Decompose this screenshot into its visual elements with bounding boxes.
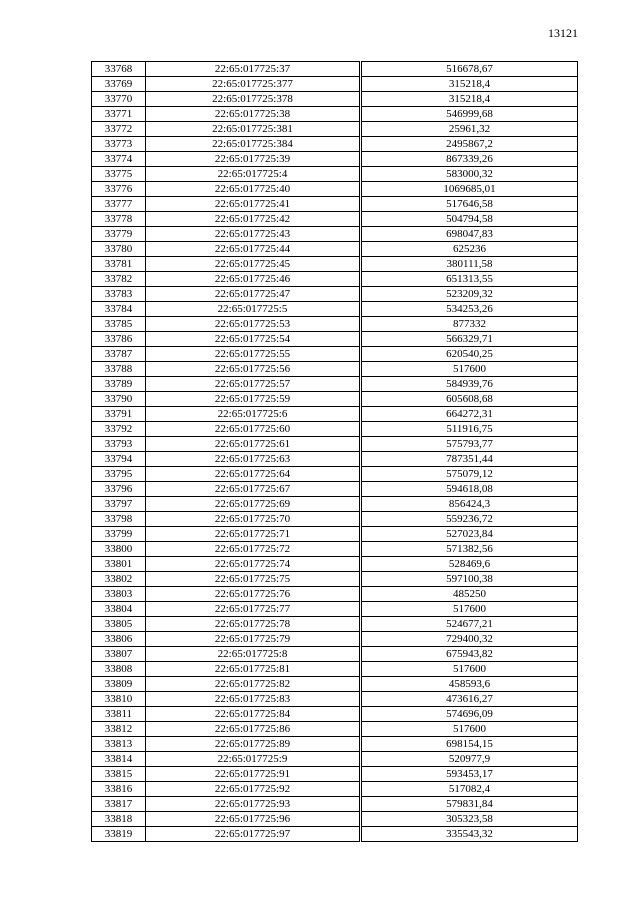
cadastral-value-cell: 517600 (361, 362, 578, 377)
cadastral-value-cell: 729400,32 (361, 632, 578, 647)
table-row (92, 242, 578, 257)
table-row (92, 272, 578, 287)
table-row (92, 752, 578, 767)
table-row (92, 212, 578, 227)
table-row (92, 197, 578, 212)
cadastral-number-cell: 22:65:017725:78 (146, 617, 361, 632)
table-row (92, 467, 578, 482)
cadastral-number-cell: 22:65:017725:71 (146, 527, 361, 542)
row-number-cell: 33814 (92, 752, 146, 767)
cadastral-number-cell: 22:65:017725:39 (146, 152, 361, 167)
table-row (92, 422, 578, 437)
row-number-cell: 33786 (92, 332, 146, 347)
row-number-cell: 33787 (92, 347, 146, 362)
cadastral-number-cell: 22:65:017725:9 (146, 752, 361, 767)
row-number-cell: 33793 (92, 437, 146, 452)
row-number-cell: 33792 (92, 422, 146, 437)
cadastral-value-cell: 473616,27 (361, 692, 578, 707)
row-number-cell: 33808 (92, 662, 146, 677)
cadastral-value-cell: 579831,84 (361, 797, 578, 812)
table-row (92, 632, 578, 647)
cadastral-number-cell: 22:65:017725:69 (146, 497, 361, 512)
table-row (92, 617, 578, 632)
row-number-cell: 33818 (92, 812, 146, 827)
cadastral-value-cell: 605608,68 (361, 392, 578, 407)
table-row (92, 692, 578, 707)
page-number: 13121 (548, 26, 578, 40)
cadastral-number-cell: 22:65:017725:97 (146, 827, 361, 842)
cadastral-value-cell: 517600 (361, 662, 578, 677)
cadastral-value-cell: 593453,17 (361, 767, 578, 782)
cadastral-value-cell: 625236 (361, 242, 578, 257)
cadastral-value-cell: 575793,77 (361, 437, 578, 452)
cadastral-value-cell: 315218,4 (361, 92, 578, 107)
row-number-cell: 33776 (92, 182, 146, 197)
cadastral-value-cell: 524677,21 (361, 617, 578, 632)
table-row (92, 827, 578, 842)
cadastral-value-cell: 1069685,01 (361, 182, 578, 197)
table-row (92, 452, 578, 467)
row-number-cell: 33788 (92, 362, 146, 377)
cadastral-value-cell: 575079,12 (361, 467, 578, 482)
cadastral-number-cell: 22:65:017725:38 (146, 107, 361, 122)
cadastral-value-cell: 877332 (361, 317, 578, 332)
row-number-cell: 33782 (92, 272, 146, 287)
cadastral-value-cell: 523209,32 (361, 287, 578, 302)
row-number-cell: 33809 (92, 677, 146, 692)
row-number-cell: 33784 (92, 302, 146, 317)
table-row (92, 497, 578, 512)
cadastral-value-cell: 571382,56 (361, 542, 578, 557)
cadastral-value-cell: 528469,6 (361, 557, 578, 572)
cadastral-value-cell: 620540,25 (361, 347, 578, 362)
table-row (92, 377, 578, 392)
table-row (92, 782, 578, 797)
table-body (92, 62, 578, 842)
table-row (92, 707, 578, 722)
row-number-cell: 33810 (92, 692, 146, 707)
cadastral-number-cell: 22:65:017725:89 (146, 737, 361, 752)
cadastral-number-cell: 22:65:017725:40 (146, 182, 361, 197)
cadastral-number-cell: 22:65:017725:60 (146, 422, 361, 437)
row-number-cell: 33773 (92, 137, 146, 152)
cadastral-number-cell: 22:65:017725:70 (146, 512, 361, 527)
table-row (92, 662, 578, 677)
table-row (92, 812, 578, 827)
row-number-cell: 33806 (92, 632, 146, 647)
cadastral-value-cell: 583000,32 (361, 167, 578, 182)
cadastral-number-cell: 22:65:017725:46 (146, 272, 361, 287)
cadastral-number-cell: 22:65:017725:64 (146, 467, 361, 482)
table-row (92, 512, 578, 527)
cadastral-value-cell: 597100,38 (361, 572, 578, 587)
row-number-cell: 33811 (92, 707, 146, 722)
cadastral-value-table (91, 61, 578, 842)
cadastral-number-cell: 22:65:017725:59 (146, 392, 361, 407)
cadastral-number-cell: 22:65:017725:72 (146, 542, 361, 557)
cadastral-number-cell: 22:65:017725:6 (146, 407, 361, 422)
row-number-cell: 33801 (92, 557, 146, 572)
cadastral-value-cell: 458593,6 (361, 677, 578, 692)
table-row (92, 347, 578, 362)
table-row (92, 542, 578, 557)
table-row (92, 257, 578, 272)
table-row (92, 182, 578, 197)
cadastral-value-cell: 584939,76 (361, 377, 578, 392)
cadastral-number-cell: 22:65:017725:77 (146, 602, 361, 617)
cadastral-number-cell: 22:65:017725:63 (146, 452, 361, 467)
table-row (92, 107, 578, 122)
cadastral-number-cell: 22:65:017725:61 (146, 437, 361, 452)
cadastral-number-cell: 22:65:017725:53 (146, 317, 361, 332)
table-row (92, 287, 578, 302)
table-row (92, 317, 578, 332)
cadastral-number-cell: 22:65:017725:79 (146, 632, 361, 647)
row-number-cell: 33813 (92, 737, 146, 752)
cadastral-value-cell: 516678,67 (361, 62, 578, 77)
cadastral-number-cell: 22:65:017725:86 (146, 722, 361, 737)
row-number-cell: 33783 (92, 287, 146, 302)
cadastral-value-cell: 305323,58 (361, 812, 578, 827)
cadastral-number-cell: 22:65:017725:56 (146, 362, 361, 377)
row-number-cell: 33816 (92, 782, 146, 797)
table-row (92, 797, 578, 812)
cadastral-value-cell: 698154,15 (361, 737, 578, 752)
cadastral-number-cell: 22:65:017725:93 (146, 797, 361, 812)
cadastral-value-cell: 517646,58 (361, 197, 578, 212)
table-row (92, 767, 578, 782)
table-row (92, 602, 578, 617)
cadastral-number-cell: 22:65:017725:83 (146, 692, 361, 707)
cadastral-number-cell: 22:65:017725:91 (146, 767, 361, 782)
row-number-cell: 33799 (92, 527, 146, 542)
table-row (92, 92, 578, 107)
row-number-cell: 33798 (92, 512, 146, 527)
cadastral-value-cell: 315218,4 (361, 77, 578, 92)
cadastral-number-cell: 22:65:017725:82 (146, 677, 361, 692)
cadastral-number-cell: 22:65:017725:4 (146, 167, 361, 182)
cadastral-number-cell: 22:65:017725:54 (146, 332, 361, 347)
row-number-cell: 33790 (92, 392, 146, 407)
cadastral-number-cell: 22:65:017725:44 (146, 242, 361, 257)
row-number-cell: 33777 (92, 197, 146, 212)
cadastral-value-cell: 25961,32 (361, 122, 578, 137)
row-number-cell: 33769 (92, 77, 146, 92)
row-number-cell: 33778 (92, 212, 146, 227)
cadastral-value-cell: 2495867,2 (361, 137, 578, 152)
row-number-cell: 33815 (92, 767, 146, 782)
cadastral-value-cell: 527023,84 (361, 527, 578, 542)
row-number-cell: 33817 (92, 797, 146, 812)
cadastral-value-cell: 698047,83 (361, 227, 578, 242)
cadastral-value-cell: 534253,26 (361, 302, 578, 317)
table-row (92, 482, 578, 497)
cadastral-number-cell: 22:65:017725:378 (146, 92, 361, 107)
row-number-cell: 33800 (92, 542, 146, 557)
cadastral-value-cell: 675943,82 (361, 647, 578, 662)
row-number-cell: 33775 (92, 167, 146, 182)
cadastral-value-cell: 574696,09 (361, 707, 578, 722)
table-row (92, 722, 578, 737)
table-row (92, 77, 578, 92)
cadastral-number-cell: 22:65:017725:37 (146, 62, 361, 77)
cadastral-value-cell: 485250 (361, 587, 578, 602)
cadastral-value-cell: 517600 (361, 602, 578, 617)
cadastral-number-cell: 22:65:017725:57 (146, 377, 361, 392)
row-number-cell: 33812 (92, 722, 146, 737)
cadastral-value-cell: 867339,26 (361, 152, 578, 167)
cadastral-value-cell: 559236,72 (361, 512, 578, 527)
table-row (92, 587, 578, 602)
cadastral-number-cell: 22:65:017725:377 (146, 77, 361, 92)
table-row (92, 152, 578, 167)
table-row (92, 122, 578, 137)
cadastral-value-cell: 520977,9 (361, 752, 578, 767)
cadastral-number-cell: 22:65:017725:75 (146, 572, 361, 587)
cadastral-number-cell: 22:65:017725:67 (146, 482, 361, 497)
table-row (92, 137, 578, 152)
row-number-cell: 33795 (92, 467, 146, 482)
cadastral-value-cell: 504794,58 (361, 212, 578, 227)
row-number-cell: 33807 (92, 647, 146, 662)
row-number-cell: 33781 (92, 257, 146, 272)
row-number-cell: 33789 (92, 377, 146, 392)
table-row (92, 572, 578, 587)
cadastral-number-cell: 22:65:017725:8 (146, 647, 361, 662)
table-row (92, 332, 578, 347)
row-number-cell: 33819 (92, 827, 146, 842)
table-row (92, 392, 578, 407)
cadastral-number-cell: 22:65:017725:45 (146, 257, 361, 272)
cadastral-number-cell: 22:65:017725:55 (146, 347, 361, 362)
table-row (92, 527, 578, 542)
cadastral-value-cell: 651313,55 (361, 272, 578, 287)
row-number-cell: 33805 (92, 617, 146, 632)
cadastral-number-cell: 22:65:017725:381 (146, 122, 361, 137)
cadastral-number-cell: 22:65:017725:43 (146, 227, 361, 242)
row-number-cell: 33785 (92, 317, 146, 332)
cadastral-number-cell: 22:65:017725:384 (146, 137, 361, 152)
cadastral-number-cell: 22:65:017725:47 (146, 287, 361, 302)
table-row (92, 737, 578, 752)
table-row (92, 647, 578, 662)
cadastral-value-cell: 787351,44 (361, 452, 578, 467)
cadastral-value-cell: 517600 (361, 722, 578, 737)
cadastral-number-cell: 22:65:017725:42 (146, 212, 361, 227)
table-row (92, 407, 578, 422)
row-number-cell: 33791 (92, 407, 146, 422)
cadastral-value-cell: 511916,75 (361, 422, 578, 437)
cadastral-value-cell: 664272,31 (361, 407, 578, 422)
row-number-cell: 33804 (92, 602, 146, 617)
cadastral-number-cell: 22:65:017725:5 (146, 302, 361, 317)
row-number-cell: 33794 (92, 452, 146, 467)
row-number-cell: 33772 (92, 122, 146, 137)
row-number-cell: 33770 (92, 92, 146, 107)
row-number-cell: 33774 (92, 152, 146, 167)
row-number-cell: 33768 (92, 62, 146, 77)
cadastral-value-cell: 566329,71 (361, 332, 578, 347)
table-row (92, 167, 578, 182)
cadastral-value-cell: 594618,08 (361, 482, 578, 497)
cadastral-value-cell: 546999,68 (361, 107, 578, 122)
cadastral-value-cell: 517082,4 (361, 782, 578, 797)
table-row (92, 227, 578, 242)
cadastral-number-cell: 22:65:017725:96 (146, 812, 361, 827)
table-row (92, 62, 578, 77)
table-row (92, 362, 578, 377)
cadastral-number-cell: 22:65:017725:92 (146, 782, 361, 797)
row-number-cell: 33780 (92, 242, 146, 257)
row-number-cell: 33803 (92, 587, 146, 602)
cadastral-number-cell: 22:65:017725:76 (146, 587, 361, 602)
table-row (92, 437, 578, 452)
cadastral-value-cell: 380111,58 (361, 257, 578, 272)
row-number-cell: 33802 (92, 572, 146, 587)
table-row (92, 677, 578, 692)
row-number-cell: 33771 (92, 107, 146, 122)
cadastral-number-cell: 22:65:017725:84 (146, 707, 361, 722)
row-number-cell: 33779 (92, 227, 146, 242)
cadastral-value-cell: 335543,32 (361, 827, 578, 842)
row-number-cell: 33797 (92, 497, 146, 512)
cadastral-number-cell: 22:65:017725:74 (146, 557, 361, 572)
cadastral-number-cell: 22:65:017725:41 (146, 197, 361, 212)
table-row (92, 557, 578, 572)
row-number-cell: 33796 (92, 482, 146, 497)
table-row (92, 302, 578, 317)
cadastral-value-cell: 856424,3 (361, 497, 578, 512)
cadastral-number-cell: 22:65:017725:81 (146, 662, 361, 677)
